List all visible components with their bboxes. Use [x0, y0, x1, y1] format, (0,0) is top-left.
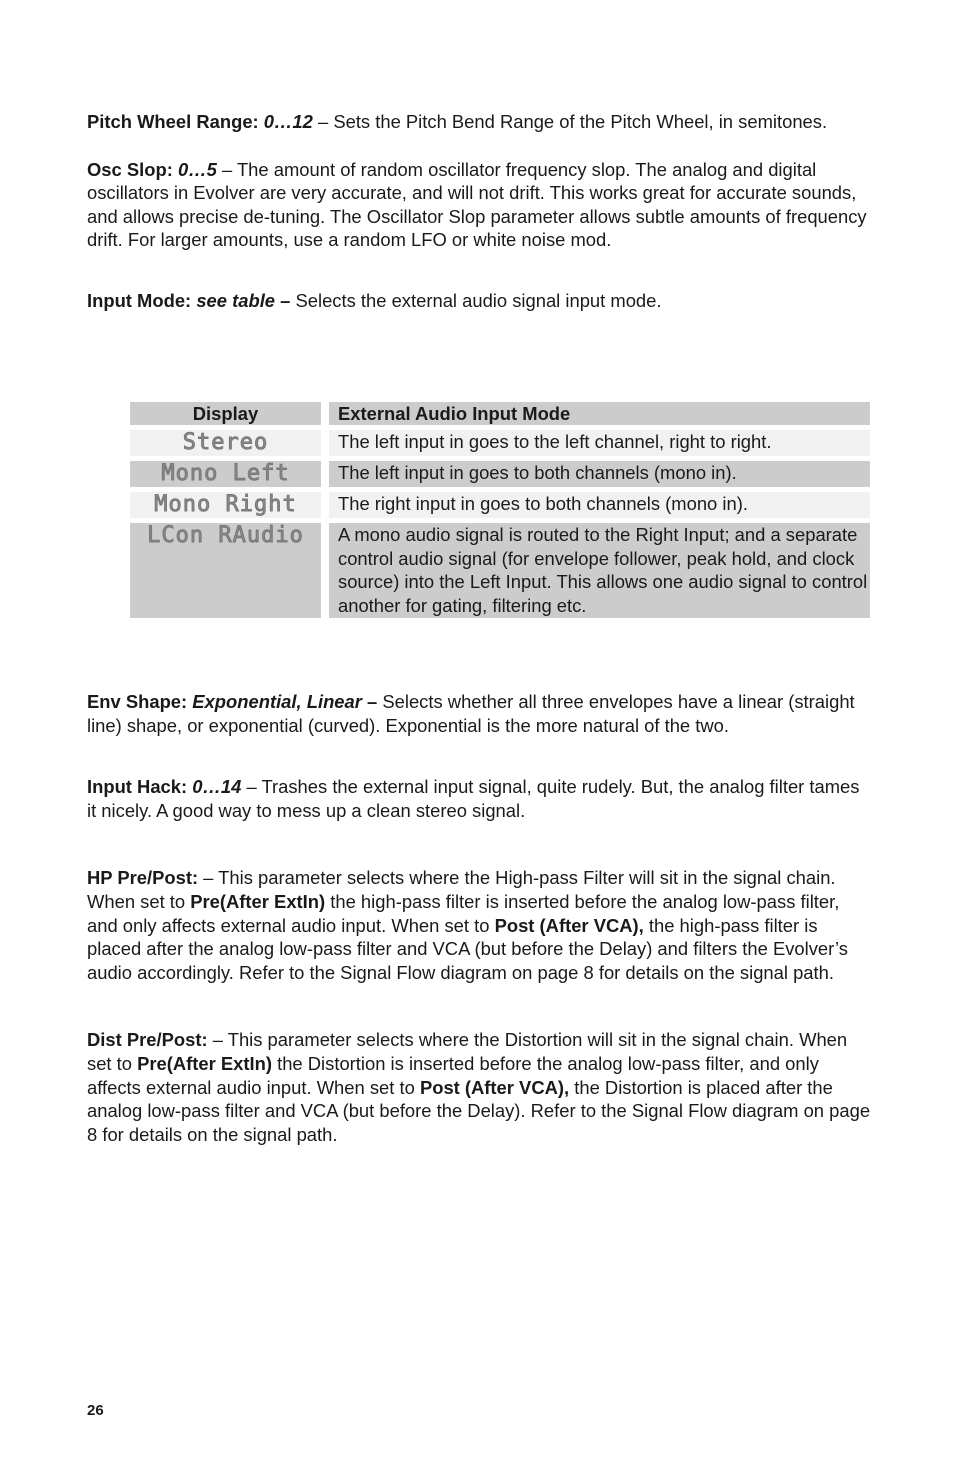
term: Pitch Wheel Range: — [87, 111, 259, 132]
input-mode-paragraph: Input Mode: see table – Selects the external audio signal input mode. — [87, 289, 662, 311]
lcd-display-cell: Mono Left — [130, 461, 321, 487]
term: HP Pre/Post: — [87, 867, 199, 889]
range: 0…14 — [192, 776, 242, 798]
term: Osc Slop: — [87, 158, 173, 180]
input-hack-paragraph — [87, 775, 872, 822]
term: Input Mode: — [87, 289, 192, 311]
dist-pre-post-paragraph: Dist Pre/Post: – This parameter selects where the Distortion will sit in the signal chain. When set to Pre(After ExtIn) the Distortion is inserted before the analog low-pass filter, and only affects external audio input. When set to Post (After VCA), the Distortion is placed after the analog low-pass filter and VCA (but before the Delay). Refer to the Signal Flow diagram on page 8 for details on the signal path. — [87, 1029, 871, 1145]
mode-description-cell: The left input in goes to both channels (mono in). — [329, 461, 870, 487]
table-row — [130, 430, 870, 456]
description: Selects the external audio signal input mode. — [290, 289, 662, 311]
osc-slop-paragraph — [87, 158, 872, 252]
range: Exponential, Linear — [192, 691, 362, 712]
table-row — [130, 523, 870, 618]
term: Input Hack: — [87, 776, 188, 798]
range: see table — [196, 289, 276, 311]
page-body — [87, 110, 872, 313]
lcd-display-cell: LCon RAudio — [130, 523, 321, 618]
header-mode: External Audio Input Mode — [329, 402, 870, 425]
header-display: Display — [130, 402, 321, 425]
hp-pre-post-paragraph: HP Pre/Post: – This parameter selects where the High-pass Filter will sit in the signal chain. When set to Pre(After ExtIn) the high-pass filter is inserted before the analog low-pass filter, and only affects external audio input. When set to Post (After VCA), the high-pass filter is placed after the analog low-pass filter and VCA (but before the Delay) and filters the Evolver’s audio accordingly. Refer to the Signal Flow diagram on page 8 for details on the signal path. — [87, 867, 848, 983]
description: – The amount of random oscillator frequency slop. The analog and digital oscillators in Evolver are very accurate, and will not drift. This works great for accurate sounds, and allows precise de-tuning. The Oscillator Slop parameter allows subtle amounts of frequency drift. For larger amounts, use a random LFO or white noise mod. — [87, 158, 867, 251]
env-shape-paragraph: Env Shape: Exponential, Linear – Selects whether all three envelopes have a linear (straight line) shape, or exponential (curved). Exponential is the more natural of the two. — [87, 691, 855, 736]
description: – Trashes the external input signal, quite rudely. But, the analog filter tames it nicely. A good way to mess up a clean stereo signal. — [87, 776, 860, 821]
mode-description-cell: The right input in goes to both channels (mono in). — [329, 492, 870, 518]
mode-description-cell: A mono audio signal is routed to the Right Input; and a separate control audio signal (for envelope follower, peak hold, and clock source) into the Left Input. This allows one audio signal to control another for gating, filtering etc. — [329, 523, 870, 618]
mode-description-cell: The left input in goes to the left channel, right to right. — [329, 430, 870, 456]
page-number: 26 — [87, 1402, 104, 1419]
range: 0…5 — [177, 158, 217, 180]
description: Selects whether all three envelopes have a linear (straight line) shape, or exponential (curved). Exponential is the more natural of the two. — [87, 691, 855, 736]
term: Dist Pre/Post: — [87, 1029, 208, 1051]
page-body-lower — [87, 690, 872, 1146]
lcd-display-cell: Stereo — [130, 430, 321, 456]
lcd-display-cell: Mono Right — [130, 492, 321, 518]
input-mode-table — [130, 397, 870, 623]
table-row — [130, 461, 870, 487]
description: – Sets the Pitch Bend Range of the Pitch Wheel, in semitones. — [312, 111, 828, 132]
table-row — [130, 492, 870, 518]
table-header-row — [130, 402, 870, 425]
term: Env Shape: — [87, 691, 188, 712]
pitch-wheel-range-paragraph — [87, 110, 872, 134]
range: 0…12 — [263, 111, 313, 132]
